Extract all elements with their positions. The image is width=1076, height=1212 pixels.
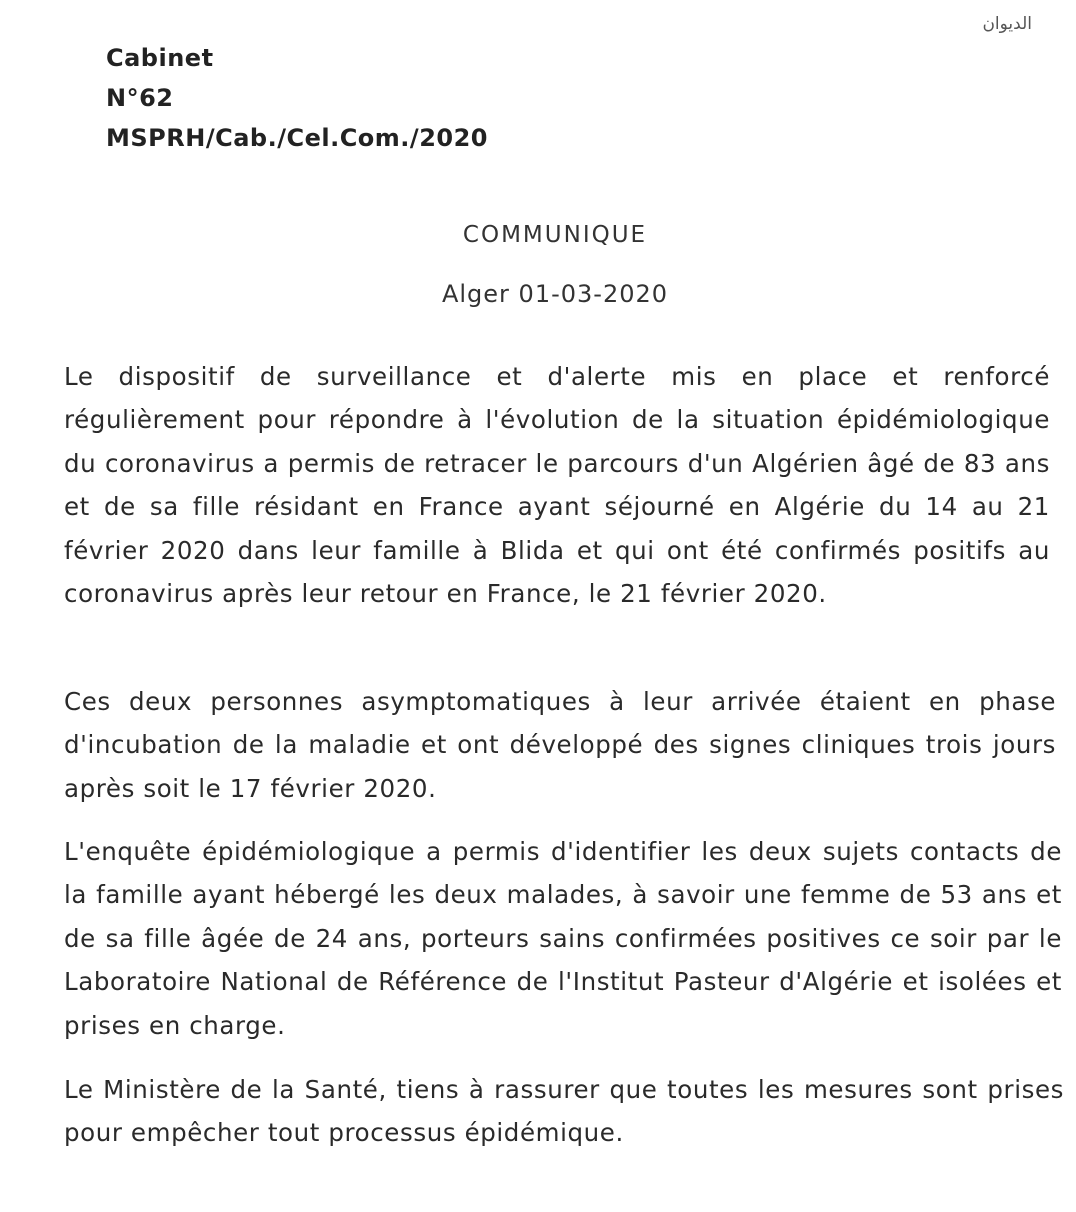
arabic-header-mark: الديوان	[982, 14, 1032, 34]
paragraph-investigation: L'enquête épidémiologique a permis d'identifier les deux sujets contacts de la famille ayant hébergé les deux malades, à savoir une femme de 53 ans et de sa fille âgée de 24 ans, porteurs sains confirmées positives ce soir par le Laboratoire National de Référence de l'Institut Pasteur d'Algérie et isolées et prises en charge.	[64, 836, 1062, 1040]
reference-code: MSPRH/Cab./Cel.Com./2020	[106, 124, 488, 152]
cabinet-label: Cabinet	[106, 44, 214, 72]
document-date: Alger 01-03-2020	[441, 280, 669, 308]
document-number: N°62	[106, 84, 174, 112]
paragraph-surveillance: Le dispositif de surveillance et d'alerte mis en place et renforcé régulièrement pour répondre à l'évolution de la situation épidémiologique du coronavirus a permis de retracer le parcours d'un Algérien âgé de 83 ans et de sa fille résidant en France ayant séjourné en Algérie du 14 au 21 février 2020 dans leur famille à Blida et qui ont été confirmés positifs au coronavirus après leur retour en France, le 21 février 2020.	[64, 361, 1050, 608]
document-title: COMMUNIQUE	[462, 222, 648, 248]
paragraph-incubation: Ces deux personnes asymptomatiques à leur arrivée étaient en phase d'incubation de la maladie et ont développé des signes cliniques trois jours après soit le 17 février 2020.	[64, 686, 1056, 803]
paragraph-reassurance: Le Ministère de la Santé, tiens à rassurer que toutes les mesures sont prises pour empêcher tout processus épidémique.	[64, 1074, 1064, 1147]
reference-block	[106, 38, 488, 158]
